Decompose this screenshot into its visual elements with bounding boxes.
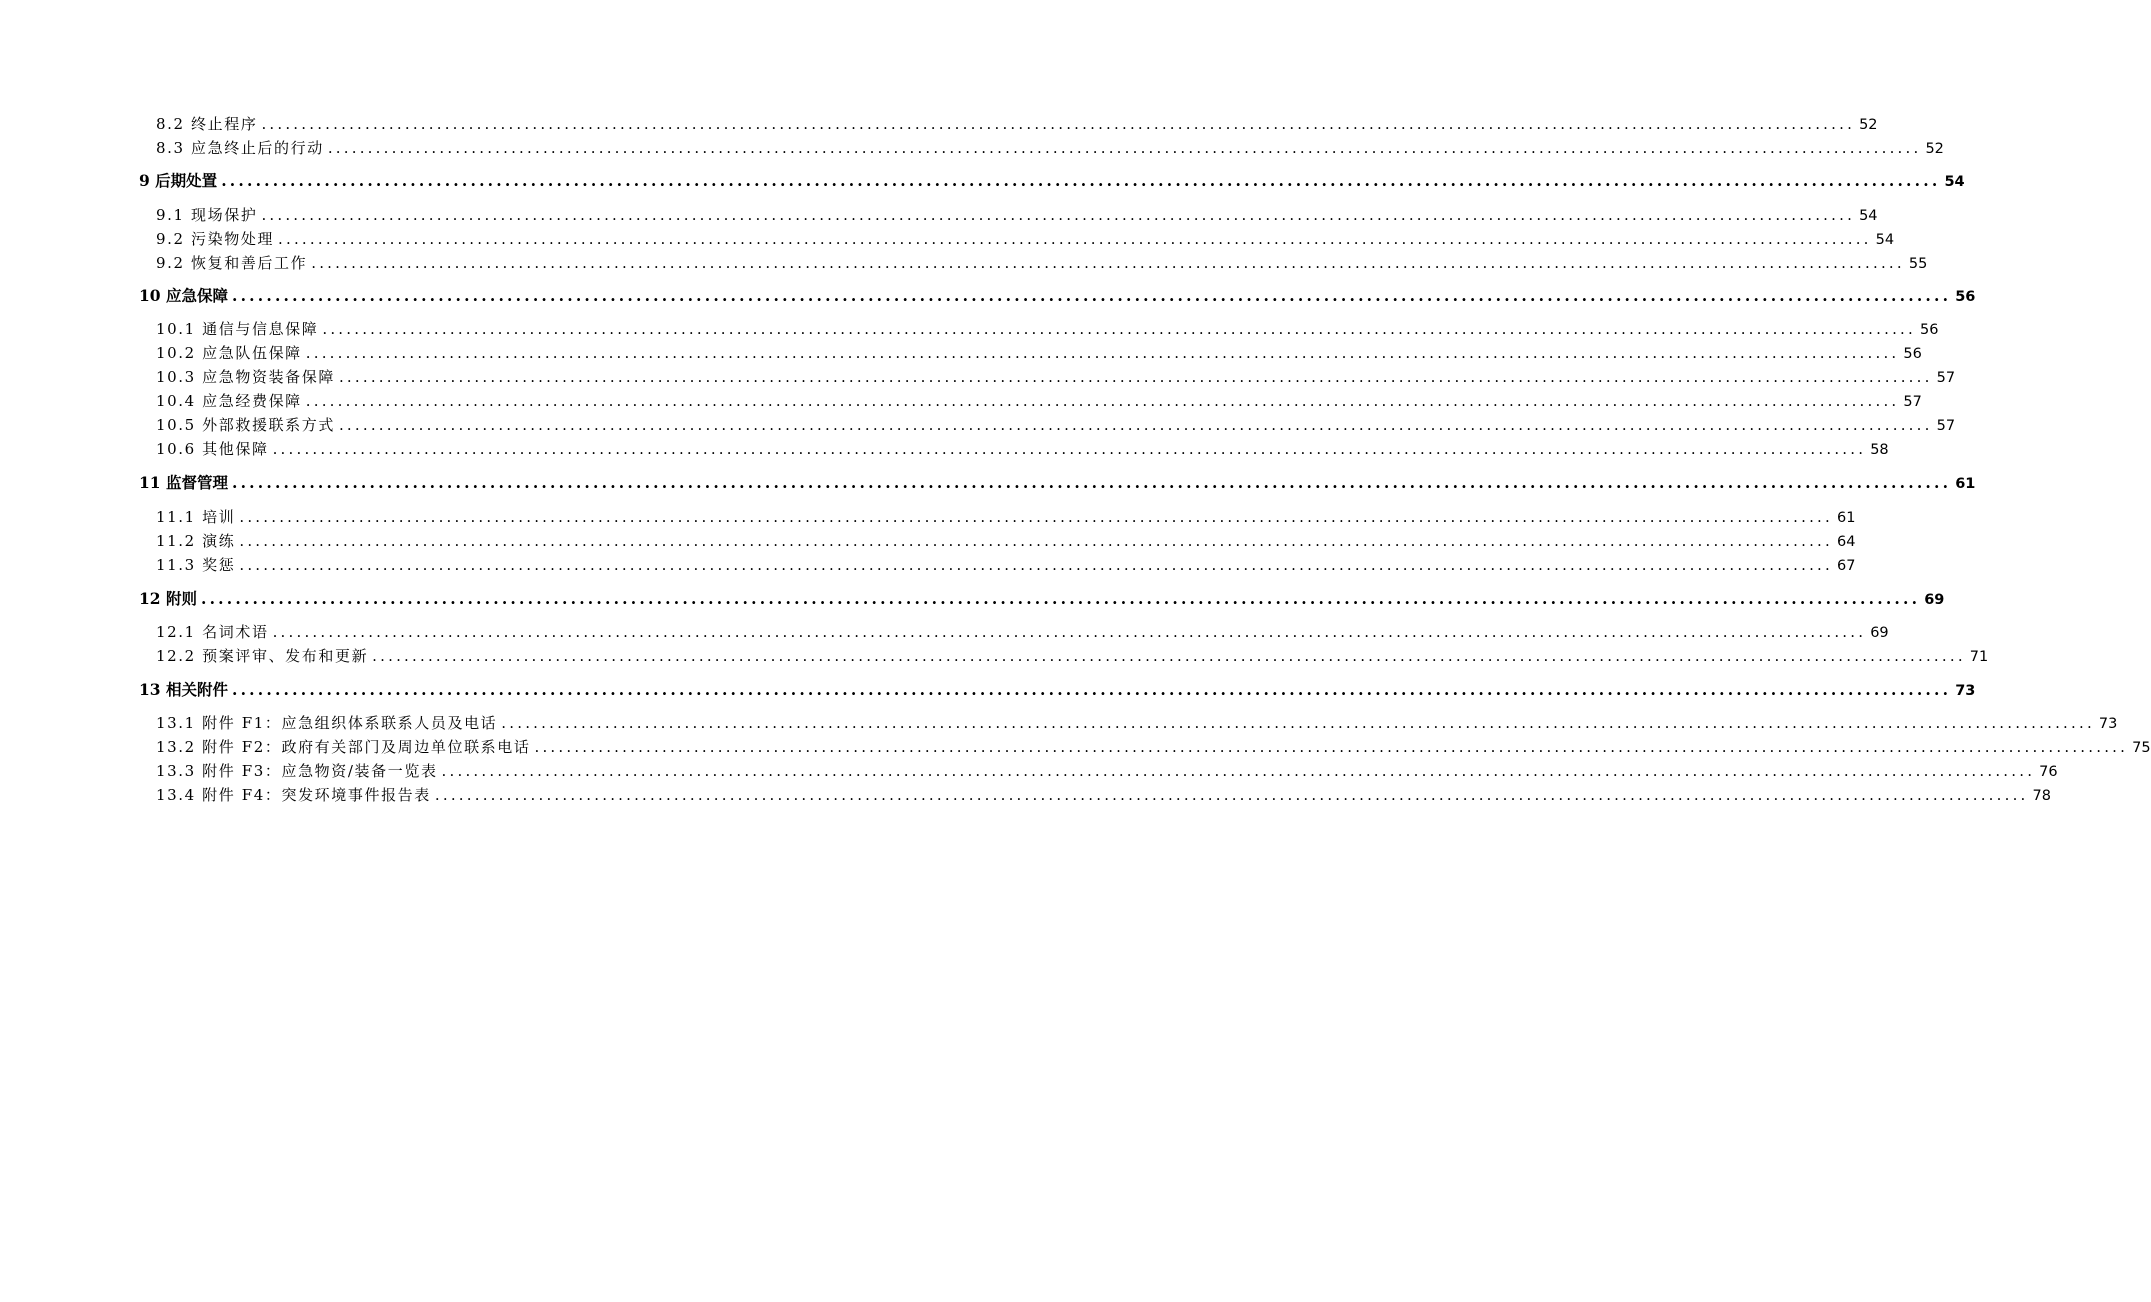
toc-page-number: 78 (2032, 788, 2051, 804)
toc-page-number: 56 (1920, 322, 1939, 338)
toc-dot-leader: ........................................................................................................................................................................................................ (261, 206, 1856, 224)
toc-entry-label: 10.3 应急物资装备保障 (156, 368, 335, 386)
toc-page-number: 69 (1924, 592, 1945, 608)
toc-section-entry[interactable] (156, 620, 1889, 644)
toc-entry-label: 11 监督管理 (139, 473, 228, 492)
toc-page-number: 73 (1955, 683, 1976, 699)
toc-entry-label: 10.4 应急经费保障 (156, 392, 302, 410)
toc-chapter-entry[interactable] (139, 587, 1945, 611)
toc-dot-leader: ........................................................................................................................................................................................................ (322, 320, 1916, 338)
toc-page-number: 67 (1837, 558, 1856, 574)
toc-page-number: 54 (1875, 232, 1895, 248)
toc-dot-leader: ........................................................................................................................................................................................................ (434, 786, 2029, 804)
toc-section-entry[interactable] (156, 227, 1895, 251)
toc-entry-label: 8.3 应急终止后的行动 (156, 139, 324, 157)
toc-entry-label: 12 附则 (139, 589, 197, 608)
toc-page-number: 52 (1925, 141, 1944, 157)
toc-entry-label: 9.2 污染物处理 (156, 230, 275, 248)
toc-chapter-entry[interactable] (139, 678, 1976, 702)
toc-page-number: 61 (1837, 510, 1856, 526)
toc-section-entry[interactable] (156, 505, 1856, 529)
toc-page-number: 64 (1837, 534, 1856, 550)
toc-chapter-entry[interactable] (139, 169, 1965, 193)
toc-entry-label: 11.1 培训 (156, 508, 236, 526)
toc-page-number: 76 (2039, 764, 2058, 780)
toc-dot-leader: ........................................................................................................................................................................................................ (305, 344, 1900, 362)
toc-dot-leader: ........................................................................................................................................................................................................ (231, 473, 1952, 492)
toc-page-number: 57 (1903, 394, 1922, 410)
toc-entry-label: 13.1 附件 F1：应急组织体系联系人员及电话 (156, 714, 498, 732)
toc-entry-label: 10.6 其他保障 (156, 440, 269, 458)
toc-dot-leader: ........................................................................................................................................................................................................ (338, 416, 1933, 434)
toc-page-number: 56 (1955, 289, 1976, 305)
toc-page-number: 75 (2132, 740, 2151, 756)
toc-dot-leader: ........................................................................................................................................................................................................ (261, 115, 1856, 133)
toc-dot-leader: ........................................................................................................................................................................................................ (272, 440, 1867, 458)
toc-dot-leader: ........................................................................................................................................................................................................ (534, 738, 2129, 756)
toc-section-entry[interactable] (156, 413, 1956, 437)
toc-dot-leader: ........................................................................................................................................................................................................ (239, 556, 1833, 574)
toc-dot-leader: ........................................................................................................................................................................................................ (239, 532, 1833, 550)
toc-dot-leader: ........................................................................................................................................................................................................ (278, 230, 1872, 248)
toc-page-number: 58 (1870, 442, 1889, 458)
toc-section-entry[interactable] (156, 529, 1856, 553)
toc-entry-label: 13.4 附件 F4：突发环境事件报告表 (156, 786, 431, 804)
toc-section-entry[interactable] (156, 341, 1922, 365)
toc-page-number: 57 (1936, 370, 1956, 386)
toc-section-entry[interactable] (156, 251, 1928, 275)
toc-page-number: 69 (1870, 625, 1889, 641)
toc-section-entry[interactable] (156, 553, 1856, 577)
toc-entry-label: 10 应急保障 (139, 286, 228, 305)
toc-page-number: 54 (1944, 174, 1965, 190)
toc-dot-leader: ........................................................................................................................................................................................................ (239, 508, 1833, 526)
toc-section-entry[interactable] (156, 644, 1989, 668)
toc-dot-leader: ........................................................................................................................................................................................................ (221, 171, 1941, 190)
toc-entry-label: 13 相关附件 (139, 680, 228, 699)
toc-dot-leader: ........................................................................................................................................................................................................ (338, 368, 1933, 386)
toc-page-number: 73 (2098, 716, 2118, 732)
toc-dot-leader: ........................................................................................................................................................................................................ (272, 623, 1867, 641)
toc-section-entry[interactable] (156, 711, 2118, 735)
toc-entry-label: 9.1 现场保护 (156, 206, 258, 224)
toc-page-number: 71 (1969, 649, 1989, 665)
toc-entry-label: 11.2 演练 (156, 532, 236, 550)
toc-dot-leader: ........................................................................................................................................................................................................ (231, 680, 1952, 699)
toc-entry-label: 11.3 奖惩 (156, 556, 236, 574)
toc-section-entry[interactable] (156, 112, 1878, 136)
toc-entry-label: 10.1 通信与信息保障 (156, 320, 319, 338)
toc-entry-label: 10.2 应急队伍保障 (156, 344, 302, 362)
toc-page-number: 57 (1936, 418, 1956, 434)
toc-dot-leader: ........................................................................................................................................................................................................ (231, 286, 1952, 305)
toc-dot-leader: ........................................................................................................................................................................................................ (372, 647, 1966, 665)
toc-entry-label: 12.1 名词术语 (156, 623, 269, 641)
toc-entry-label: 9 后期处置 (139, 171, 218, 190)
toc-entry-label: 13.3 附件 F3：应急物资/装备一览表 (156, 762, 438, 780)
toc-section-entry[interactable] (156, 783, 2051, 807)
toc-dot-leader: ........................................................................................................................................................................................................ (311, 254, 1905, 272)
toc-section-entry[interactable] (156, 389, 1922, 413)
toc-dot-leader: ........................................................................................................................................................................................................ (305, 392, 1900, 410)
toc-section-entry[interactable] (156, 759, 2058, 783)
toc-page-number: 52 (1859, 117, 1878, 133)
toc-entry-label: 12.2 预案评审、发布和更新 (156, 647, 369, 665)
toc-entry-label: 13.2 附件 F2：政府有关部门及周边单位联系电话 (156, 738, 531, 756)
toc-dot-leader: ........................................................................................................................................................................................................ (327, 139, 1922, 157)
toc-page-number: 61 (1955, 476, 1976, 492)
toc-section-entry[interactable] (156, 203, 1878, 227)
toc-section-entry[interactable] (156, 365, 1956, 389)
toc-dot-leader: ........................................................................................................................................................................................................ (200, 589, 1921, 608)
toc-dot-leader: ........................................................................................................................................................................................................ (441, 762, 2036, 780)
toc-chapter-entry[interactable] (139, 284, 1976, 308)
toc-page-number: 55 (1908, 256, 1928, 272)
toc-page-number: 56 (1903, 346, 1922, 362)
toc-section-entry[interactable] (156, 735, 2151, 759)
toc-entry-label: 8.2 终止程序 (156, 115, 258, 133)
toc-dot-leader: ........................................................................................................................................................................................................ (501, 714, 2095, 732)
toc-page-number: 54 (1859, 208, 1878, 224)
toc-entry-label: 9.2 恢复和善后工作 (156, 254, 308, 272)
toc-section-entry[interactable] (156, 437, 1889, 461)
toc-entry-label: 10.5 外部救援联系方式 (156, 416, 335, 434)
toc-section-entry[interactable] (156, 317, 1939, 341)
toc-section-entry[interactable] (156, 136, 1944, 160)
toc-chapter-entry[interactable] (139, 471, 1976, 495)
